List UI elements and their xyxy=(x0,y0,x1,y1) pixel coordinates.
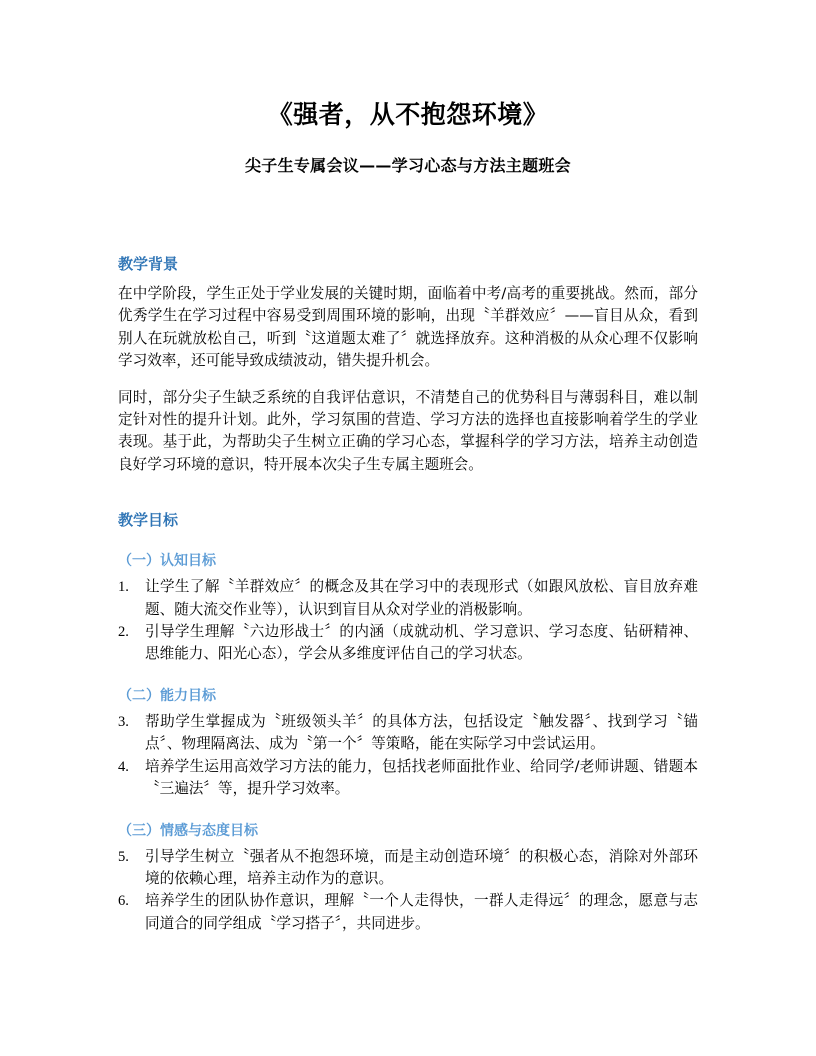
subsection-heading-ability-objectives: （二）能力目标 xyxy=(118,687,216,704)
section-heading-teaching-background: 教学背景 xyxy=(118,255,179,273)
list-item-text: 培养学生运用高效学习方法的能力，包括找老师面批作业、给同学/老师讲题、错题本〝三遍法〞等，提升学习效率。 xyxy=(145,757,698,798)
document-title: 《强者，从不抱怨环境》 xyxy=(267,100,549,129)
list-item xyxy=(118,711,698,756)
list-item-number: 5. xyxy=(118,848,129,865)
list-item-number: 2. xyxy=(118,624,129,641)
list-item-text: 让学生了解〝羊群效应〞的概念及其在学习中的表现形式（如跟风放松、盲目放弃难题、随大流交作业等），认识到盲目从众对学业的消极影响。 xyxy=(145,578,698,618)
list-item-number: 6. xyxy=(118,893,129,910)
cognitive-objectives-list xyxy=(118,571,698,666)
list-item-number: 3. xyxy=(118,713,129,730)
list-item-text: 帮助学生掌握成为〝班级领头羊〞的具体方法，包括设定〝触发器〞、找到学习〝锚点〞、物理隔离法、成为〝第一个〞等策略，能在实际学习中尝试运用。 xyxy=(145,712,698,753)
list-item-text: 引导学生理解〝六边形战士〞的内涵（成就动机、学习意识、学习态度、钻研精神、思维能力、阳光心态），学会从多维度评估自己的学习状态。 xyxy=(145,623,698,663)
list-item-text: 引导学生树立〝强者从不抱怨环境，而是主动创造环境〞的积极心态，消除对外部环境的依赖心理，培养主动作为的意识。 xyxy=(145,847,698,887)
ability-objectives-list xyxy=(118,706,698,801)
teaching-background-paragraph-1: 在中学阶段，学生正处于学业发展的关键时期，面临着中考/高考的重要挑战。然而，部分优秀学生在学习过程中容易受到周围环境的影响，出现〝羊群效应〞——盲目从众，看到别人在玩就放松自己，听到〝这道题太难了〞就选择放弃。这种消极的从众心理不仅影响学习效率，还可能导致成绩波动，错失提升机会。 xyxy=(118,285,698,370)
list-item-number: 1. xyxy=(118,579,129,596)
list-item-text: 培养学生的团队协作意识，理解〝一个人走得快，一群人走得远〞的理念，愿意与志同道合的同学组成〝学习搭子〞，共同进步。 xyxy=(145,892,698,932)
subsection-heading-affective-objectives: （三）情感与态度目标 xyxy=(118,822,258,839)
list-item xyxy=(118,621,698,666)
teaching-background-paragraph-2: 同时，部分尖子生缺乏系统的自我评估意识，不清楚自己的优势科目与薄弱科目，难以制定针对性的提升计划。此外，学习氛围的营造、学习方法的选择也直接影响着学生的学业表现。基于此，为帮助尖子生树立正确的学习心态，掌握科学的学习方法，培养主动创造良好学习环境的意识，特开展本次尖子生专属主题班会。 xyxy=(118,388,698,473)
document-subtitle: 尖子生专属会议——学习心态与方法主题班会 xyxy=(244,156,571,175)
list-item xyxy=(118,890,698,935)
subsection-heading-cognitive-objectives: （一）认知目标 xyxy=(118,553,216,570)
list-item xyxy=(118,576,698,621)
list-item-number: 4. xyxy=(118,758,129,775)
list-item xyxy=(118,756,698,801)
list-item xyxy=(118,846,698,891)
section-heading-teaching-objectives: 教学目标 xyxy=(118,511,179,530)
affective-objectives-list xyxy=(118,841,698,936)
